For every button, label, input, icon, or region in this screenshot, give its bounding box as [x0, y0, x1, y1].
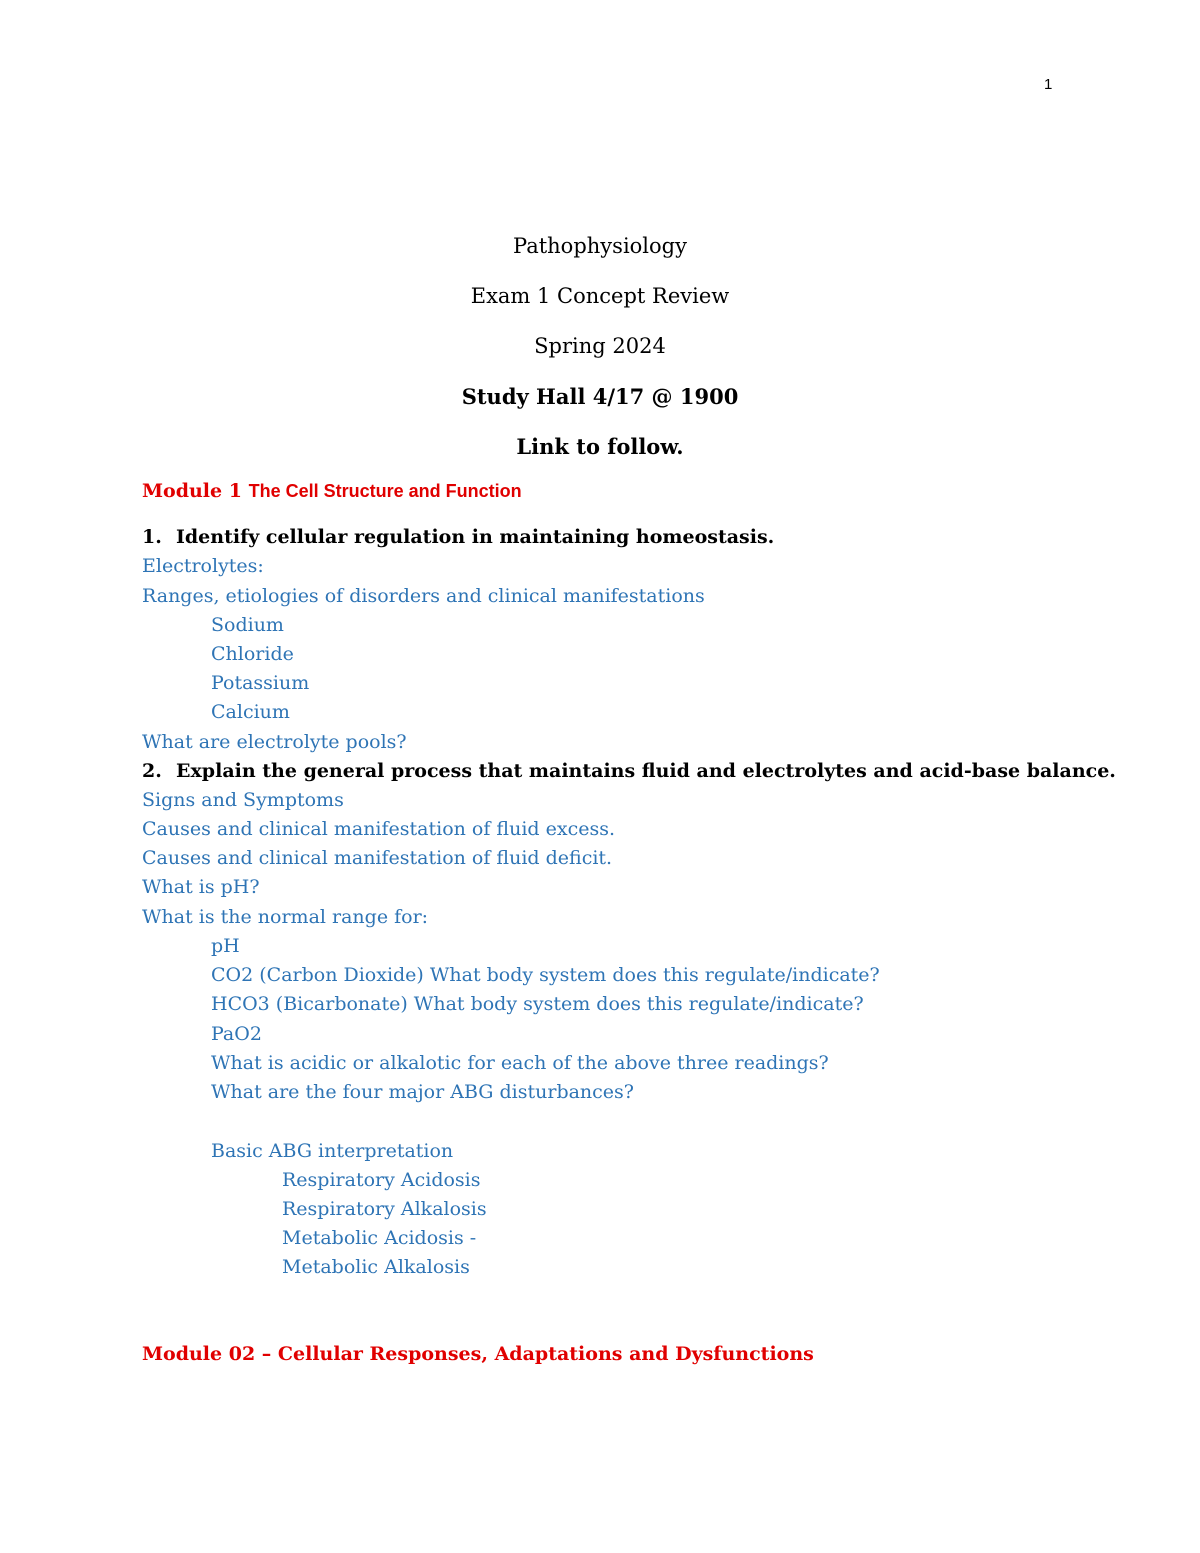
electrolyte-item: Potassium	[211, 672, 310, 694]
electrolyte-item: Chloride	[211, 643, 294, 665]
exam-title: Exam 1 Concept Review	[470, 284, 730, 308]
course-title: Pathophysiology	[513, 234, 687, 258]
range-item: pH	[211, 935, 240, 957]
question-2-number: 2.	[142, 760, 162, 782]
term-title: Spring 2024	[534, 334, 666, 358]
question-2-text: Explain the general process that maintains fluid and electrolytes and acid-base balance.	[176, 760, 1116, 782]
q2-line: What is pH?	[142, 876, 260, 898]
study-hall-title: Study Hall 4/17 @ 1900	[461, 384, 739, 409]
module1-title: The Cell Structure and Function	[248, 481, 522, 501]
module2-heading: Module 02 – Cellular Responses, Adaptations and Dysfunctions	[142, 1343, 814, 1365]
range-item: What is acidic or alkalotic for each of the above three readings?	[211, 1052, 829, 1074]
question-1-number: 1.	[142, 526, 162, 548]
question-1-text: Identify cellular regulation in maintaining homeostasis.	[176, 526, 775, 548]
abg-item: Respiratory Alkalosis	[282, 1198, 487, 1220]
range-item: PaO2	[211, 1023, 262, 1045]
electrolyte-item: Calcium	[211, 701, 290, 723]
link-note: Link to follow.	[516, 434, 684, 459]
page-number: 1	[1044, 76, 1053, 93]
q2-line: Signs and Symptoms	[142, 789, 344, 811]
abg-item: Metabolic Alkalosis	[282, 1256, 470, 1278]
q2-line: What is the normal range for:	[142, 906, 429, 928]
electrolyte-item: Sodium	[211, 614, 284, 636]
question-2	[142, 760, 1116, 782]
electrolytes-label: Electrolytes:	[142, 555, 264, 577]
range-item: What are the four major ABG disturbances?	[211, 1081, 634, 1103]
range-item: HCO3 (Bicarbonate) What body system does this regulate/indicate?	[211, 993, 864, 1015]
module1-heading	[142, 480, 522, 502]
abg-item: Respiratory Acidosis	[282, 1169, 481, 1191]
pools-question: What are electrolyte pools?	[142, 731, 407, 753]
q2-line: Causes and clinical manifestation of fluid deficit.	[142, 847, 613, 869]
range-item: CO2 (Carbon Dioxide) What body system does this regulate/indicate?	[211, 964, 880, 986]
module1-label: Module 1	[142, 480, 242, 502]
abg-heading: Basic ABG interpretation	[211, 1140, 454, 1162]
q2-line: Causes and clinical manifestation of fluid excess.	[142, 818, 616, 840]
question-1	[142, 526, 774, 548]
ranges-text: Ranges, etiologies of disorders and clinical manifestations	[142, 585, 705, 607]
abg-item: Metabolic Acidosis -	[282, 1227, 477, 1249]
